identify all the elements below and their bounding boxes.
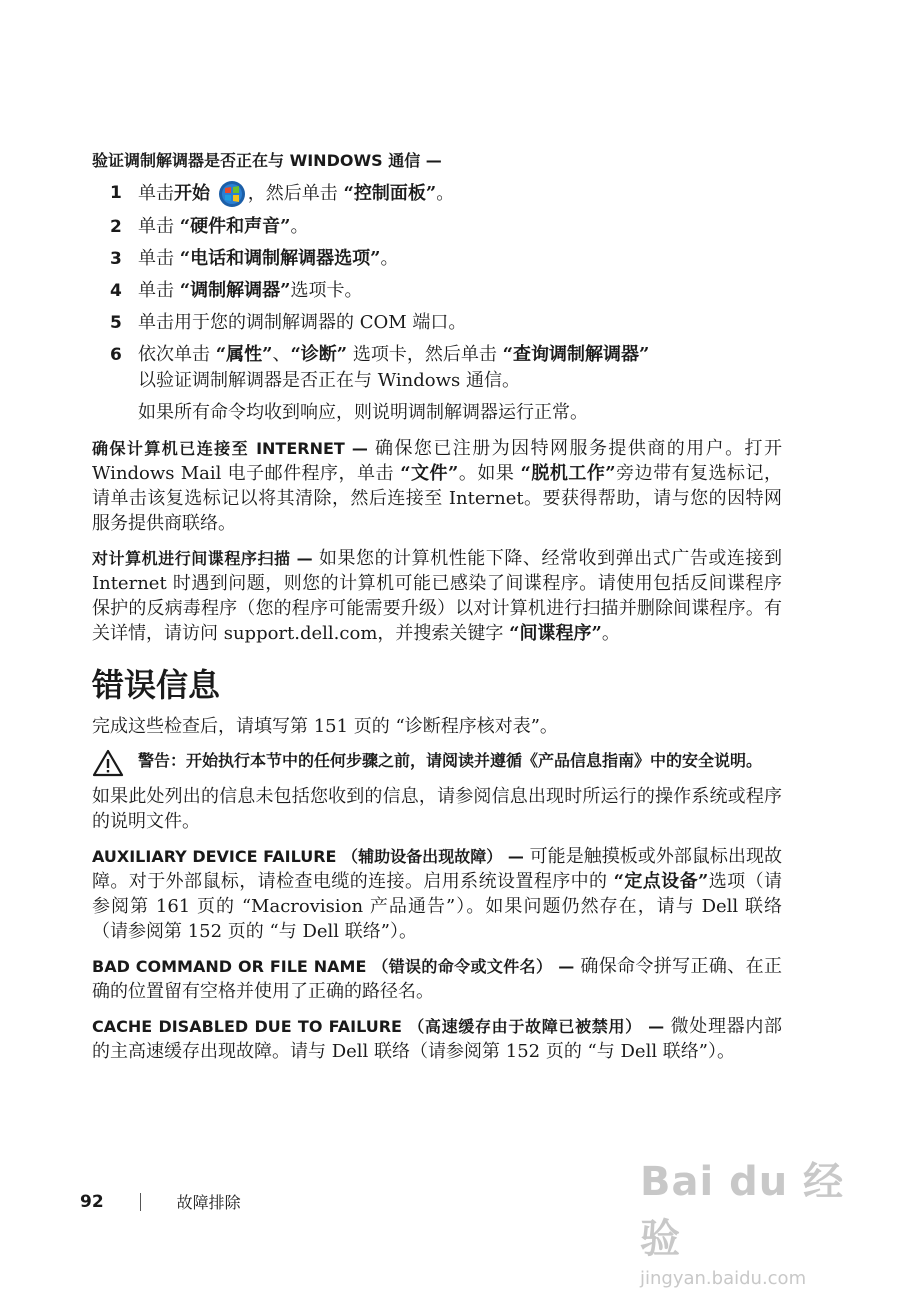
warning-icon <box>92 749 124 777</box>
internet-bold: “文件” <box>400 463 459 484</box>
internet-text: 。如果 <box>458 463 515 484</box>
cache-paragraph <box>92 1014 782 1064</box>
aux-text: 可能是触摸板或外部鼠标出现故障。对于外部鼠标，请检查电缆的连接。启用系统设置程序中的 <box>92 846 782 892</box>
step-bold: “硬件和声音” <box>179 216 291 237</box>
step-number: 1 <box>110 183 122 203</box>
errors-info: 如果此处列出的信息未包括您收到的信息，请参阅信息出现时所运行的操作系统或程序的说明文件。 <box>92 786 782 832</box>
footer-section: 故障排除 <box>176 1193 241 1212</box>
step-bold: “属性” <box>215 344 273 365</box>
aux-paragraph <box>92 844 782 944</box>
step-bold: “控制面板” <box>343 183 437 204</box>
step-text: 选项卡。 <box>290 280 363 301</box>
footer-separator <box>140 1193 141 1211</box>
bad-command-lead: BAD COMMAND OR FILE NAME （错误的命令或文件名） — <box>92 957 575 976</box>
windows-start-icon <box>218 180 246 208</box>
cache-lead: CACHE DISABLED DUE TO FAILURE （高速缓存由于故障已被禁用） — <box>92 1017 665 1036</box>
step-bold: “调制解调器” <box>179 280 291 301</box>
step-text: 。 <box>290 216 309 237</box>
modem-check-heading: 验证调制解调器是否正在与 WINDOWS 通信 — <box>92 151 442 170</box>
error-section-title: 错误信息 <box>92 666 221 704</box>
modem-note: 如果所有命令均收到响应，则说明调制解调器运行正常。 <box>138 402 588 423</box>
page-number: 92 <box>80 1191 104 1212</box>
watermark-brand: Bai du 经验 <box>640 1159 845 1262</box>
errors-intro: 完成这些检查后，请填写第 151 页的 “诊断程序核对表”。 <box>92 716 558 737</box>
step-text: 选项卡，然后单击 <box>352 344 497 365</box>
step-item <box>92 278 782 304</box>
internet-bold: “脱机工作” <box>520 463 616 484</box>
step-text: 。 <box>380 248 399 269</box>
step-text: 、 <box>272 344 291 365</box>
bad-command-text: 确保命令拼写正确、在正确的位置留有空格并使用了正确的路径名。 <box>92 956 782 1002</box>
step-item <box>92 342 782 394</box>
watermark-url: jingyan.baidu.com <box>640 1268 807 1289</box>
step-text: 。 <box>436 183 455 204</box>
step-number: 6 <box>110 345 122 365</box>
step-text: 依次单击 <box>138 344 210 365</box>
modem-steps <box>92 180 782 394</box>
step-text: 单击 <box>138 248 174 269</box>
step-number: 2 <box>110 217 122 237</box>
page-footer <box>80 1190 241 1213</box>
warning-text: 警告：开始执行本节中的任何步骤之前，请阅读并遵循《产品信息指南》中的安全说明。 <box>138 751 763 770</box>
step-number: 5 <box>110 313 122 333</box>
baidu-watermark <box>640 1150 870 1289</box>
step-bold: “诊断” <box>290 344 348 365</box>
aux-lead: AUXILIARY DEVICE FAILURE （辅助设备出现故障） — <box>92 847 524 866</box>
step-number: 4 <box>110 281 122 301</box>
spyware-text: 。 <box>601 623 620 644</box>
step-text: 单击 <box>138 183 174 204</box>
internet-text: 确保您已注册为因特网服务提供商的用户。打开 Windows Mail 电子邮件程序，单击 <box>92 438 782 484</box>
step-bold: “电话和调制解调器选项” <box>179 248 381 269</box>
internet-paragraph <box>92 436 782 536</box>
step-item <box>92 180 782 208</box>
spyware-text: 如果您的计算机性能下降、经常收到弹出式广告或连接到 Internet 时遇到问题，则您的计算机可能已感染了间谍程序。请使用包括反间谍程序保护的反病毒程序（您的程序可能需要升级）以对计算机进行扫描并删除间谍程序。有关详情，请访问 support.dell.com，并搜索关键字 <box>92 548 783 644</box>
step-text: ，然后单击 <box>247 183 338 204</box>
internet-lead: 确保计算机已连接至 INTERNET — <box>92 439 368 458</box>
document-page <box>92 150 782 1074</box>
step-text: 单击 <box>138 280 174 301</box>
step-bold: 开始 <box>174 183 210 204</box>
spyware-lead: 对计算机进行间谍程序扫描 — <box>92 549 313 568</box>
step-text: 单击用于您的调制解调器的 COM 端口。 <box>138 312 467 333</box>
spyware-bold: “间谍程序” <box>509 623 602 644</box>
warning-box <box>92 749 782 772</box>
step-item <box>92 246 782 272</box>
aux-bold: “定点设备” <box>613 871 709 892</box>
bad-command-paragraph <box>92 954 782 1004</box>
aux-text: 选项（请参阅第 161 页的 “Macrovision 产品通告”）。如果问题仍然存在，请与 Dell 联络（请参阅第 152 页的 “与 Dell 联络”）。 <box>92 871 782 942</box>
step-number: 3 <box>110 249 122 269</box>
step-bold: “查询调制解调器” <box>502 344 650 365</box>
step-item <box>92 214 782 240</box>
spyware-paragraph <box>92 546 782 646</box>
step-text: 以验证调制解调器是否正在与 Windows 通信。 <box>138 370 520 391</box>
cache-text: 微处理器内部的主高速缓存出现故障。请与 Dell 联络（请参阅第 152 页的 “与 Dell 联络”）。 <box>92 1016 783 1062</box>
step-text: 单击 <box>138 216 174 237</box>
internet-text: 旁边带有复选标记，请单击该复选标记以将其清除，然后连接至 Internet。要获得帮助，请与您的因特网服务提供商联络。 <box>92 463 783 534</box>
step-item <box>92 310 782 336</box>
